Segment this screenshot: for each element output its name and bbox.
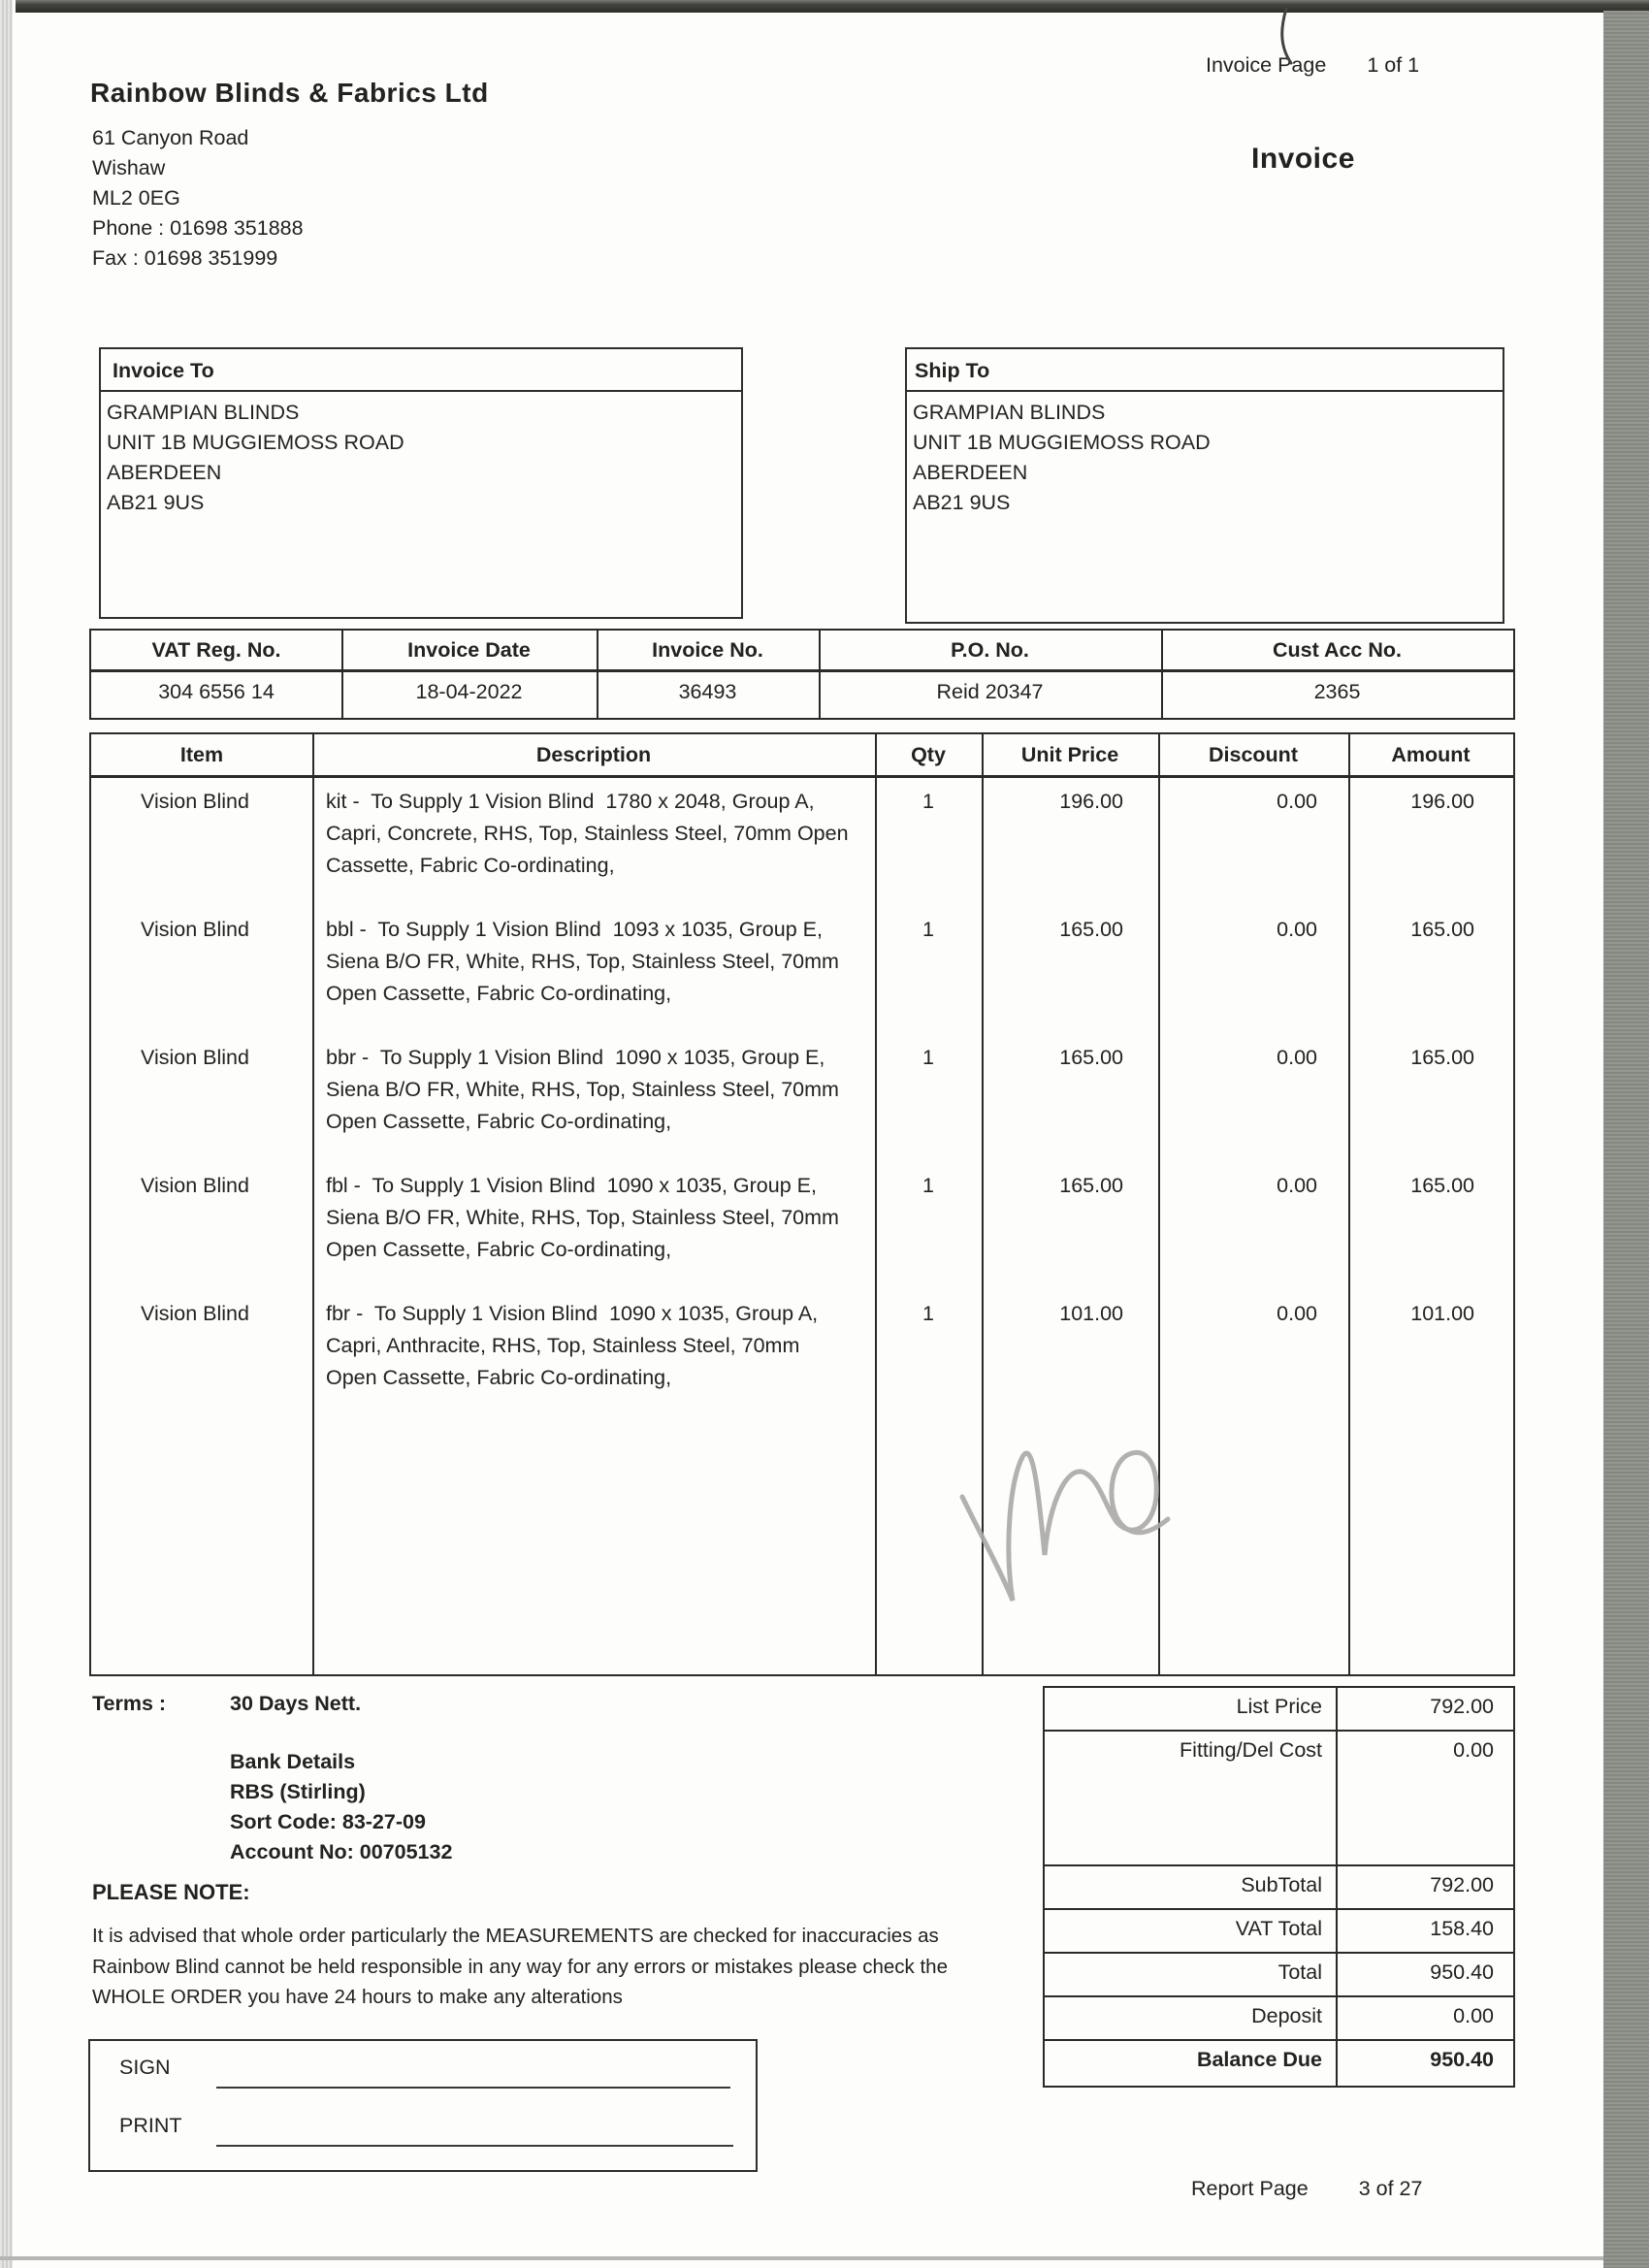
meta-header-cell: VAT Reg. No.	[151, 638, 281, 662]
item-unit-price: 165.00	[1059, 1046, 1123, 1069]
ship-to-line: GRAMPIAN BLINDS	[913, 401, 1106, 424]
po-no: Reid 20347	[936, 680, 1044, 703]
totals-label: List Price	[1236, 1695, 1322, 1718]
totals-row-deposit	[1045, 1997, 1513, 2041]
item-unit-price: 101.00	[1059, 1302, 1123, 1325]
totals-label: SubTotal	[1241, 1873, 1322, 1896]
item-qty: 1	[922, 1174, 934, 1197]
totals-label: Balance Due	[1196, 2048, 1322, 2071]
item-amount: 196.00	[1410, 790, 1474, 813]
address-line: ML2 0EG	[92, 186, 180, 210]
signature-box	[88, 2039, 758, 2172]
table-divider	[819, 631, 821, 718]
scan-edge-top	[16, 0, 1649, 13]
address-line: 61 Canyon Road	[92, 126, 249, 149]
bank-details	[230, 1747, 452, 1867]
totals-value: 0.00	[1453, 2004, 1494, 2027]
item-description: fbr - To Supply 1 Vision Blind 1090 x 1035, Group A, Capri, Anthracite, RHS, Top, Stainless Steel, 70mm Open Cassette, Fabric Co-ordinating,	[326, 1302, 824, 1389]
item-unit-price: 165.00	[1059, 918, 1123, 941]
totals-table	[1043, 1686, 1515, 2088]
company-name: Rainbow Blinds & Fabrics Ltd	[90, 78, 489, 108]
totals-row-balance-due	[1045, 2041, 1513, 2086]
totals-value: 950.40	[1430, 1960, 1494, 1984]
invoice-no: 36493	[678, 680, 737, 703]
col-header-discount: Discount	[1209, 743, 1298, 766]
phone-line: Phone : 01698 351888	[92, 216, 304, 240]
terms-value: 30 Days Nett.	[230, 1692, 362, 1715]
ship-to-title: Ship To	[907, 349, 1503, 392]
item-name: Vision Blind	[141, 1302, 249, 1325]
report-page-label: Report Page	[1191, 2177, 1309, 2200]
table-divider	[597, 631, 598, 718]
invoice-to-line: GRAMPIAN BLINDS	[107, 401, 300, 424]
item-qty: 1	[922, 1302, 934, 1325]
item-unit-price: 196.00	[1059, 790, 1123, 813]
table-row	[91, 914, 1513, 1042]
bank-details-title: Bank Details	[230, 1750, 356, 1773]
page-title: Invoice	[1251, 143, 1355, 175]
invoice-page-value: 1 of 1	[1367, 53, 1420, 77]
ship-to-line: AB21 9US	[913, 491, 1011, 514]
item-amount: 165.00	[1410, 1174, 1474, 1197]
col-header-qty: Qty	[911, 743, 946, 766]
meta-value-row	[91, 672, 1513, 704]
col-header-amount: Amount	[1391, 743, 1471, 766]
meta-header-row	[91, 631, 1513, 672]
totals-row-vat	[1045, 1910, 1513, 1954]
item-name: Vision Blind	[141, 790, 249, 813]
totals-value: 950.40	[1430, 2048, 1494, 2071]
item-description: kit - To Supply 1 Vision Blind 1780 x 2048, Group A, Capri, Concrete, RHS, Top, Stainless Steel, 70mm Open Cassette, Fabric Co-ordinating,	[326, 790, 855, 877]
table-row	[91, 1298, 1513, 1426]
items-body	[91, 778, 1513, 1426]
totals-label: Deposit	[1251, 2004, 1322, 2027]
invoice-page-row	[1206, 53, 1419, 78]
scan-edge-bottom	[0, 2256, 1603, 2260]
report-page-value: 3 of 27	[1358, 2177, 1423, 2200]
line-items-table	[89, 732, 1515, 1676]
col-header-item: Item	[179, 743, 224, 766]
invoice-to-address	[101, 392, 741, 518]
item-name: Vision Blind	[141, 1174, 249, 1197]
note-title: PLEASE NOTE:	[92, 1880, 250, 1904]
ship-to-address	[907, 392, 1503, 518]
table-row	[91, 1170, 1513, 1298]
cust-acc-no: 2365	[1313, 680, 1361, 703]
item-unit-price: 165.00	[1059, 1174, 1123, 1197]
invoice-meta-table	[89, 629, 1515, 720]
scan-edge-left	[0, 0, 13, 2268]
meta-header-cell: P.O. No.	[951, 638, 1029, 662]
item-qty: 1	[922, 790, 934, 813]
totals-label: VAT Total	[1235, 1917, 1322, 1940]
terms-label: Terms :	[92, 1692, 167, 1715]
item-description: bbl - To Supply 1 Vision Blind 1093 x 1035, Group E, Siena B/O FR, White, RHS, Top, Stainless Steel, 70mm Open Cassette, Fabric Co-ordinating,	[326, 918, 845, 1005]
totals-value: 0.00	[1453, 1738, 1494, 1762]
totals-row-fitting	[1045, 1732, 1513, 1866]
item-qty: 1	[922, 1046, 934, 1069]
item-amount: 165.00	[1410, 918, 1474, 941]
col-header-description: Description	[535, 743, 652, 766]
item-discount: 0.00	[1277, 918, 1317, 941]
bank-account-no: Account No: 00705132	[230, 1840, 453, 1863]
scan-edge-right	[1603, 11, 1649, 2268]
table-divider	[341, 631, 343, 718]
totals-row-subtotal	[1045, 1866, 1513, 1910]
item-qty: 1	[922, 918, 934, 941]
item-name: Vision Blind	[141, 918, 249, 941]
table-row	[91, 786, 1513, 914]
pen-mark	[1267, 8, 1306, 68]
item-discount: 0.00	[1277, 1174, 1317, 1197]
report-page-row	[1191, 2177, 1422, 2201]
totals-row-total	[1045, 1954, 1513, 1997]
item-name: Vision Blind	[141, 1046, 249, 1069]
item-description: bbr - To Supply 1 Vision Blind 1090 x 1035, Group E, Siena B/O FR, White, RHS, Top, Stainless Steel, 70mm Open Cassette, Fabric Co-ordinating,	[326, 1046, 845, 1133]
invoice-to-line: ABERDEEN	[107, 461, 222, 484]
table-divider	[1161, 631, 1163, 718]
invoice-to-box	[99, 347, 743, 619]
sign-label: SIGN	[119, 2056, 171, 2079]
totals-row-list-price	[1045, 1688, 1513, 1732]
ship-to-line: UNIT 1B MUGGIEMOSS ROAD	[913, 431, 1211, 454]
totals-value: 158.40	[1430, 1917, 1494, 1940]
bank-name: RBS (Stirling)	[230, 1780, 366, 1803]
item-description: fbl - To Supply 1 Vision Blind 1090 x 1035, Group E, Siena B/O FR, White, RHS, Top, Stainless Steel, 70mm Open Cassette, Fabric Co-ordinating,	[326, 1174, 845, 1261]
ship-to-box	[905, 347, 1504, 624]
totals-value: 792.00	[1430, 1695, 1494, 1718]
meta-header-cell: Invoice No.	[652, 638, 763, 662]
item-amount: 165.00	[1410, 1046, 1474, 1069]
item-discount: 0.00	[1277, 790, 1317, 813]
invoice-page-label: Invoice Page	[1206, 53, 1327, 77]
item-discount: 0.00	[1277, 1046, 1317, 1069]
meta-header-cell: Cust Acc No.	[1273, 638, 1402, 662]
address-line: Wishaw	[92, 156, 166, 179]
table-divider	[1336, 1688, 1338, 2086]
invoice-to-line: AB21 9US	[107, 491, 205, 514]
invoice-date: 18-04-2022	[415, 680, 523, 703]
ship-to-line: ABERDEEN	[913, 461, 1028, 484]
company-address	[92, 123, 304, 274]
col-header-unit-price: Unit Price	[1020, 743, 1119, 766]
bank-sort-code: Sort Code: 83-27-09	[230, 1810, 426, 1833]
print-label: PRINT	[119, 2114, 182, 2137]
handwriting-squiggle	[941, 1426, 1179, 1620]
fax-line: Fax : 01698 351999	[92, 246, 278, 270]
totals-label: Fitting/Del Cost	[1180, 1738, 1322, 1762]
invoice-to-title: Invoice To	[101, 349, 741, 392]
items-header-row	[91, 734, 1513, 778]
item-amount: 101.00	[1410, 1302, 1474, 1325]
meta-header-cell: Invoice Date	[407, 638, 531, 662]
totals-label: Total	[1277, 1960, 1322, 1984]
table-row	[91, 1042, 1513, 1170]
vat-reg-no: 304 6556 14	[158, 680, 275, 703]
item-discount: 0.00	[1277, 1302, 1317, 1325]
invoice-to-line: UNIT 1B MUGGIEMOSS ROAD	[107, 431, 404, 454]
totals-value: 792.00	[1430, 1873, 1494, 1896]
note-body: It is advised that whole order particularly the MEASUREMENTS are checked for inaccuracies as Rainbow Blind cannot be held responsible in any way for any errors or mistakes please check the WHOLE ORDER you have 24 hours to make any alterations	[92, 1925, 948, 2008]
print-line	[216, 2145, 733, 2147]
sign-line	[216, 2087, 730, 2089]
